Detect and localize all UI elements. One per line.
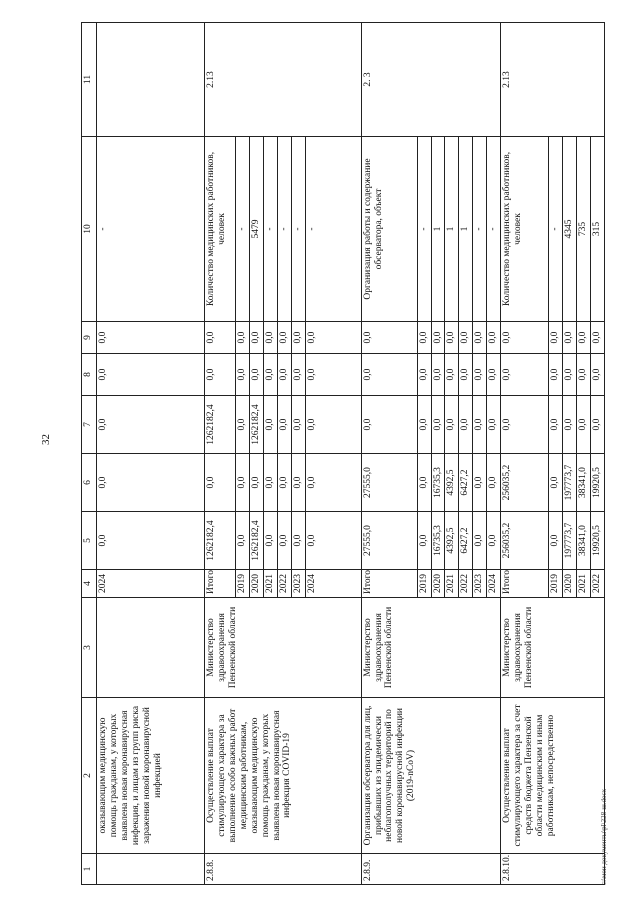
value-cell: 0,0: [473, 454, 487, 512]
value-cell: 0,0: [459, 322, 473, 354]
value-cell: 1262182,4: [249, 512, 263, 570]
indicator-value: -: [473, 137, 487, 322]
value-cell: 0,0: [97, 454, 205, 512]
code-cell: 2. 3: [361, 23, 501, 137]
indicator-value: 1: [459, 137, 473, 322]
value-cell: 0,0: [249, 454, 263, 512]
value-cell: 0,0: [305, 322, 361, 354]
col-header-3: 3: [82, 598, 97, 698]
value-cell: 0,0: [501, 396, 549, 454]
col-header-10: 10: [82, 137, 97, 322]
value-cell: 256035,2: [501, 454, 549, 512]
value-cell: 256035,2: [501, 512, 549, 570]
indicator-value: -: [263, 137, 277, 322]
value-cell: 0,0: [236, 512, 250, 570]
value-cell: 0,0: [236, 322, 250, 354]
value-cell: 0,0: [549, 354, 563, 396]
value-cell: 0,0: [97, 396, 205, 454]
table-row: [97, 23, 205, 885]
value-cell: 0,0: [431, 322, 445, 354]
value-cell: 197773,7: [563, 454, 577, 512]
value-cell: 0,0: [487, 454, 501, 512]
header-row: [82, 23, 97, 885]
year-cell: 2022: [590, 570, 604, 598]
indicator-value: 5479: [249, 137, 263, 322]
value-cell: 0,0: [417, 396, 431, 454]
indicator-title: Количество медицинских работников, человек: [501, 137, 549, 322]
indicator-value: -: [291, 137, 305, 322]
value-cell: 0,0: [563, 396, 577, 454]
value-cell: 0,0: [305, 512, 361, 570]
measure-description: Осуществление выплат стимулирующего характера за счет средств бюджета Пензенской области медицинским и иным работникам, непосредственно: [501, 698, 605, 854]
value-cell: 0,0: [576, 354, 590, 396]
indicator-value: -: [236, 137, 250, 322]
year-cell: 2019: [417, 570, 431, 598]
year-cell: 2024: [97, 570, 205, 598]
indicator-value: 315: [590, 137, 604, 322]
indicator-title: Количество медицинских работников, человек: [205, 137, 236, 322]
value-cell: 0,0: [549, 396, 563, 454]
year-cell: 2023: [291, 570, 305, 598]
value-cell: 19920,5: [590, 512, 604, 570]
value-cell: 0,0: [263, 396, 277, 454]
measure-description: оказывающим медицинскую помощь гражданам, у которых выявлена новая коронавирусная инфекция, и лицам из групп риска заражения новой коронавирусной инфекцией: [97, 698, 205, 854]
value-cell: 0,0: [417, 454, 431, 512]
table-row: [361, 23, 417, 885]
value-cell: 0,0: [277, 396, 291, 454]
code-cell: 2.13: [205, 23, 362, 137]
value-cell: 0,0: [563, 322, 577, 354]
year-cell: Итого: [501, 570, 549, 598]
year-cell: 2020: [563, 570, 577, 598]
page-number: 32: [40, 434, 52, 445]
value-cell: 0,0: [236, 454, 250, 512]
year-cell: 2021: [445, 570, 459, 598]
col-header-2: 2: [82, 698, 97, 854]
value-cell: 0,0: [361, 354, 417, 396]
value-cell: 0,0: [277, 454, 291, 512]
value-cell: 4392,5: [445, 512, 459, 570]
value-cell: 0,0: [97, 512, 205, 570]
row-number: 2.8.9.: [361, 854, 501, 885]
col-header-5: 5: [82, 512, 97, 570]
year-cell: Итого: [205, 570, 236, 598]
value-cell: 0,0: [549, 454, 563, 512]
indicator-value: -: [97, 137, 205, 322]
table-row: [501, 23, 549, 885]
value-cell: 0,0: [576, 322, 590, 354]
value-cell: 0,0: [291, 454, 305, 512]
value-cell: 0,0: [263, 354, 277, 396]
value-cell: 16735,3: [431, 454, 445, 512]
executor: Министерство здравоохранения Пензенской области: [361, 598, 501, 698]
value-cell: 0,0: [501, 322, 549, 354]
value-cell: 27555,0: [361, 512, 417, 570]
measure-description: Организация обсерватора для лиц, прибывших из эпидемически неблагополучных территорий по новой коронавирусной инфекции (2019-nCoV): [361, 698, 501, 854]
value-cell: 0,0: [205, 354, 236, 396]
value-cell: 0,0: [563, 354, 577, 396]
year-cell: 2019: [549, 570, 563, 598]
value-cell: 0,0: [417, 512, 431, 570]
value-cell: 0,0: [473, 396, 487, 454]
year-cell: 2022: [277, 570, 291, 598]
value-cell: 1262182,4: [205, 512, 236, 570]
value-cell: 0,0: [305, 396, 361, 454]
value-cell: 19920,5: [590, 454, 604, 512]
value-cell: 0,0: [590, 354, 604, 396]
col-header-8: 8: [82, 354, 97, 396]
row-number: 2.8.8.: [205, 854, 362, 885]
value-cell: 0,0: [487, 322, 501, 354]
indicator-value: 1: [431, 137, 445, 322]
indicator-value: -: [305, 137, 361, 322]
value-cell: 0,0: [473, 354, 487, 396]
value-cell: 0,0: [549, 512, 563, 570]
year-cell: 2020: [431, 570, 445, 598]
indicator-value: 735: [576, 137, 590, 322]
value-cell: 0,0: [291, 322, 305, 354]
col-header-4: 4: [82, 570, 97, 598]
value-cell: 0,0: [277, 354, 291, 396]
value-cell: 0,0: [445, 396, 459, 454]
value-cell: 0,0: [291, 354, 305, 396]
measure-description: Осуществление выплат стимулирующего характера за выполнение особо важных работ медицинским работникам, оказывающим медицинскую помощь гражданам, у которых выявлена новая коронавирусная инфекция COVID-19: [205, 698, 362, 854]
value-cell: 0,0: [431, 354, 445, 396]
value-cell: 0,0: [590, 396, 604, 454]
indicator-value: -: [417, 137, 431, 322]
indicator-value: 1: [445, 137, 459, 322]
executor: Министерство здравоохранения Пензенской области: [501, 598, 605, 698]
year-cell: Итого: [361, 570, 417, 598]
value-cell: 0,0: [361, 396, 417, 454]
value-cell: 0,0: [291, 512, 305, 570]
value-cell: 0,0: [590, 322, 604, 354]
value-cell: 0,0: [236, 396, 250, 454]
executor: [97, 598, 205, 698]
value-cell: 38341,0: [576, 512, 590, 570]
document-page: [81, 23, 621, 885]
col-header-7: 7: [82, 396, 97, 454]
year-cell: 2021: [576, 570, 590, 598]
code-cell: [97, 23, 205, 137]
year-cell: 2021: [263, 570, 277, 598]
value-cell: 0,0: [459, 396, 473, 454]
value-cell: 0,0: [487, 396, 501, 454]
row-number: 2.8.10.: [501, 854, 605, 885]
program-table: [81, 22, 605, 885]
value-cell: 0,0: [473, 322, 487, 354]
value-cell: 0,0: [305, 354, 361, 396]
value-cell: 0,0: [249, 322, 263, 354]
value-cell: 0,0: [97, 322, 205, 354]
value-cell: 0,0: [263, 512, 277, 570]
value-cell: 38341,0: [576, 454, 590, 512]
value-cell: 0,0: [277, 322, 291, 354]
value-cell: 0,0: [291, 396, 305, 454]
value-cell: 197773,7: [563, 512, 577, 570]
value-cell: 0,0: [205, 322, 236, 354]
executor: Министерство здравоохранения Пензенской области: [205, 598, 362, 698]
year-cell: 2023: [473, 570, 487, 598]
year-cell: 2022: [459, 570, 473, 598]
indicator-title: Организация работы и содержание обсерватора, объект: [361, 137, 417, 322]
value-cell: 6427,2: [459, 454, 473, 512]
table-row: [205, 23, 236, 885]
value-cell: 0,0: [263, 322, 277, 354]
value-cell: 0,0: [549, 322, 563, 354]
year-cell: 2024: [305, 570, 361, 598]
value-cell: 0,0: [277, 512, 291, 570]
indicator-value: -: [277, 137, 291, 322]
col-header-9: 9: [82, 322, 97, 354]
indicator-value: -: [549, 137, 563, 322]
value-cell: 0,0: [431, 396, 445, 454]
value-cell: 0,0: [501, 354, 549, 396]
value-cell: 0,0: [487, 354, 501, 396]
value-cell: 27555,0: [361, 454, 417, 512]
footer-path: c:\мои документы\pl\228-ш.docx: [600, 788, 608, 885]
value-cell: 1262182,4: [249, 396, 263, 454]
col-header-6: 6: [82, 454, 97, 512]
col-header-1: 1: [82, 854, 97, 885]
value-cell: 0,0: [263, 454, 277, 512]
value-cell: 0,0: [576, 396, 590, 454]
year-cell: 2020: [249, 570, 263, 598]
value-cell: 0,0: [205, 454, 236, 512]
value-cell: 6427,2: [459, 512, 473, 570]
value-cell: 0,0: [417, 354, 431, 396]
value-cell: 0,0: [473, 512, 487, 570]
value-cell: 0,0: [97, 354, 205, 396]
value-cell: 0,0: [487, 512, 501, 570]
year-cell: 2019: [236, 570, 250, 598]
value-cell: 0,0: [361, 322, 417, 354]
indicator-value: -: [487, 137, 501, 322]
col-header-11: 11: [82, 23, 97, 137]
value-cell: 0,0: [445, 354, 459, 396]
row-number: [97, 854, 205, 885]
value-cell: 1262182,4: [205, 396, 236, 454]
value-cell: 0,0: [236, 354, 250, 396]
indicator-value: 4345: [563, 137, 577, 322]
year-cell: 2024: [487, 570, 501, 598]
value-cell: 0,0: [459, 354, 473, 396]
value-cell: 0,0: [417, 322, 431, 354]
value-cell: 16735,3: [431, 512, 445, 570]
value-cell: 0,0: [305, 454, 361, 512]
value-cell: 0,0: [249, 354, 263, 396]
value-cell: 0,0: [445, 322, 459, 354]
code-cell: 2.13: [501, 23, 605, 137]
value-cell: 4392,5: [445, 454, 459, 512]
